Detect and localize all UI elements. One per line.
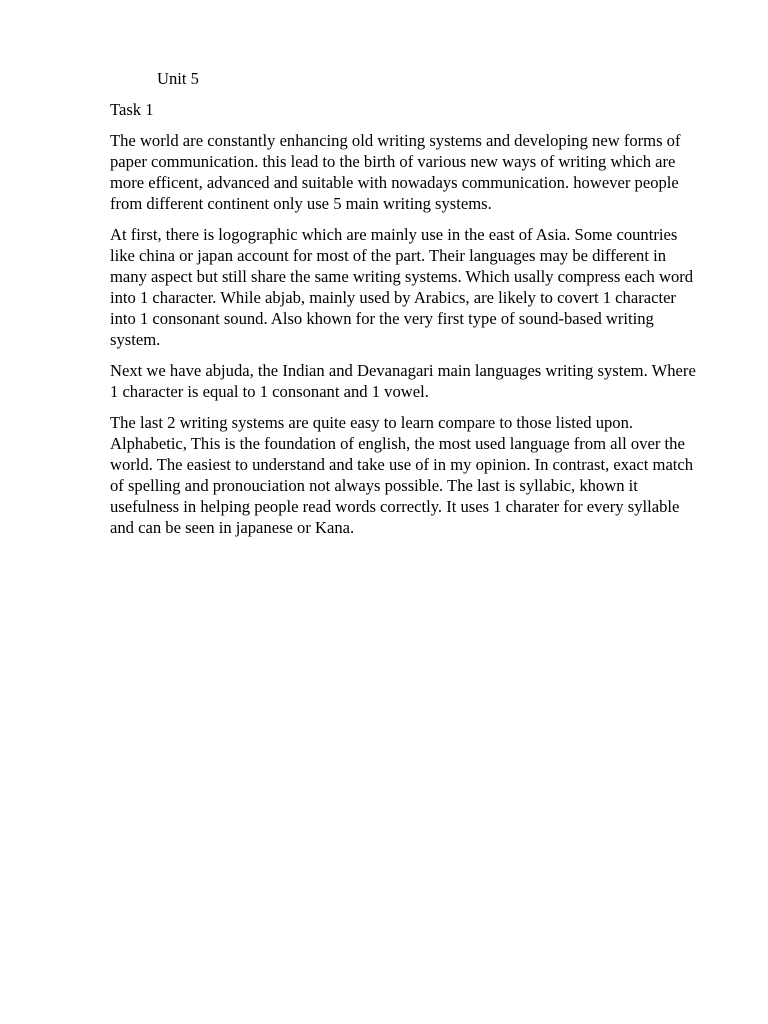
document-body — [110, 68, 700, 548]
paragraph-intro: The world are constantly enhancing old writing systems and developing new forms of paper communication. this lead to the birth of various new ways of writing which are more efficent, advanced and suitable with nowadays communication. however people from different continent only use 5 main writing systems. — [110, 131, 681, 213]
task-heading: Task 1 — [110, 100, 154, 119]
paragraph-abugida: Next we have abjuda, the Indian and Devanagari main languages writing system. Where 1 character is equal to 1 consonant and 1 vowel. — [110, 361, 696, 401]
unit-heading: Unit 5 — [157, 69, 199, 88]
paragraph-logographic-abjad: At first, there is logographic which are mainly use in the east of Asia. Some countries like china or japan account for most of the part. Their languages may be different in many aspect but still share the same writing systems. Which usally compress each word into 1 character. While abjab, mainly used by Arabics, are likely to covert 1 character into 1 consonant sound. Also khown for the very first type of sound-based writing system. — [110, 225, 694, 349]
paragraph-alphabetic-syllabic: The last 2 writing systems are quite easy to learn compare to those listed upon. Alphabetic, This is the foundation of english, the most used language from all over the world. The easiest to understand and take use of in my opinion. In contrast, exact match of spelling and pronouciation not always possible. The last is syllabic, khown it usefulness in helping people read words correctly. It uses 1 charater for every syllable and can be seen in japanese or Kana. — [110, 413, 694, 537]
